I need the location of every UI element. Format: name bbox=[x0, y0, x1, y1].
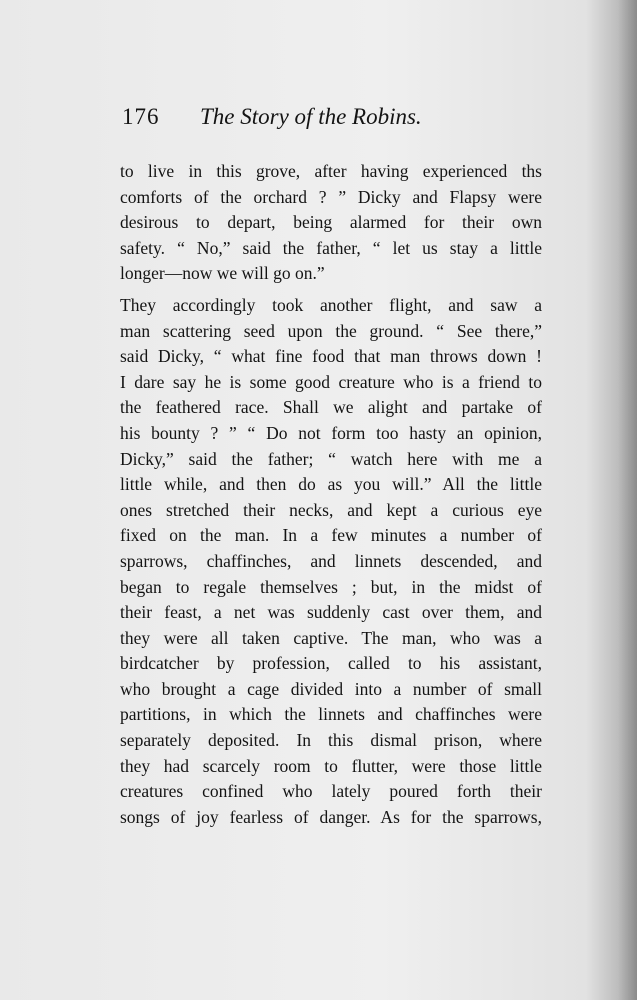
text-line: birdcatcher by profession, called to his assistant, bbox=[120, 653, 542, 674]
text-line: partitions, in which the linnets and chaffinches were bbox=[120, 704, 542, 725]
text-line: sparrows, chaffinches, and linnets descended, and bbox=[120, 550, 542, 571]
text-line: longer—now we will go on.” bbox=[120, 263, 325, 284]
text-line: comforts of the orchard ? ” Dicky and Flapsy were bbox=[120, 186, 542, 207]
text-line: songs of joy fearless of danger. As for the sparrows, bbox=[120, 806, 542, 827]
running-title: The Story of the Robins. bbox=[200, 104, 422, 129]
text-line: desirous to depart, being alarmed for their own bbox=[120, 212, 542, 233]
text-line: they had scarcely room to flutter, were those little bbox=[120, 755, 542, 776]
text-line: separately deposited. In this dismal prison, where bbox=[120, 730, 542, 751]
text-line: his bounty ? ” “ Do not form too hasty an opinion, bbox=[120, 422, 542, 443]
text-line: fixed on the man. In a few minutes a number of bbox=[120, 525, 542, 546]
text-line: they were all taken captive. The man, who was a bbox=[120, 627, 542, 648]
text-line: the feathered race. Shall we alight and partake of bbox=[120, 397, 542, 418]
text-line: their feast, a net was suddenly cast over them, and bbox=[120, 602, 542, 623]
text-line: little while, and then do as you will.” All the little bbox=[120, 474, 542, 495]
text-line: They accordingly took another flight, and saw a bbox=[120, 294, 542, 315]
text-line: ones stretched their necks, and kept a curious eye bbox=[120, 499, 542, 520]
text-line: creatures confined who lately poured forth their bbox=[120, 781, 542, 802]
text-line: I dare say he is some good creature who is a friend to bbox=[120, 371, 542, 392]
body-text bbox=[120, 159, 542, 830]
text-line: who brought a cage divided into a number of small bbox=[120, 678, 542, 699]
page-number: 176 bbox=[122, 104, 160, 129]
page-header bbox=[122, 104, 542, 144]
text-line: safety. “ No,” said the father, “ let us stay a little bbox=[120, 237, 542, 258]
text-line: began to regale themselves ; but, in the midst of bbox=[120, 576, 542, 597]
text-line: Dicky,” said the father; “ watch here with me a bbox=[120, 448, 542, 469]
text-line: to live in this grove, after having experienced ths bbox=[120, 161, 542, 181]
text-line: man scattering seed upon the ground. “ See there,” bbox=[120, 320, 542, 341]
text-line: said Dicky, “ what fine food that man throws down ! bbox=[120, 346, 542, 367]
